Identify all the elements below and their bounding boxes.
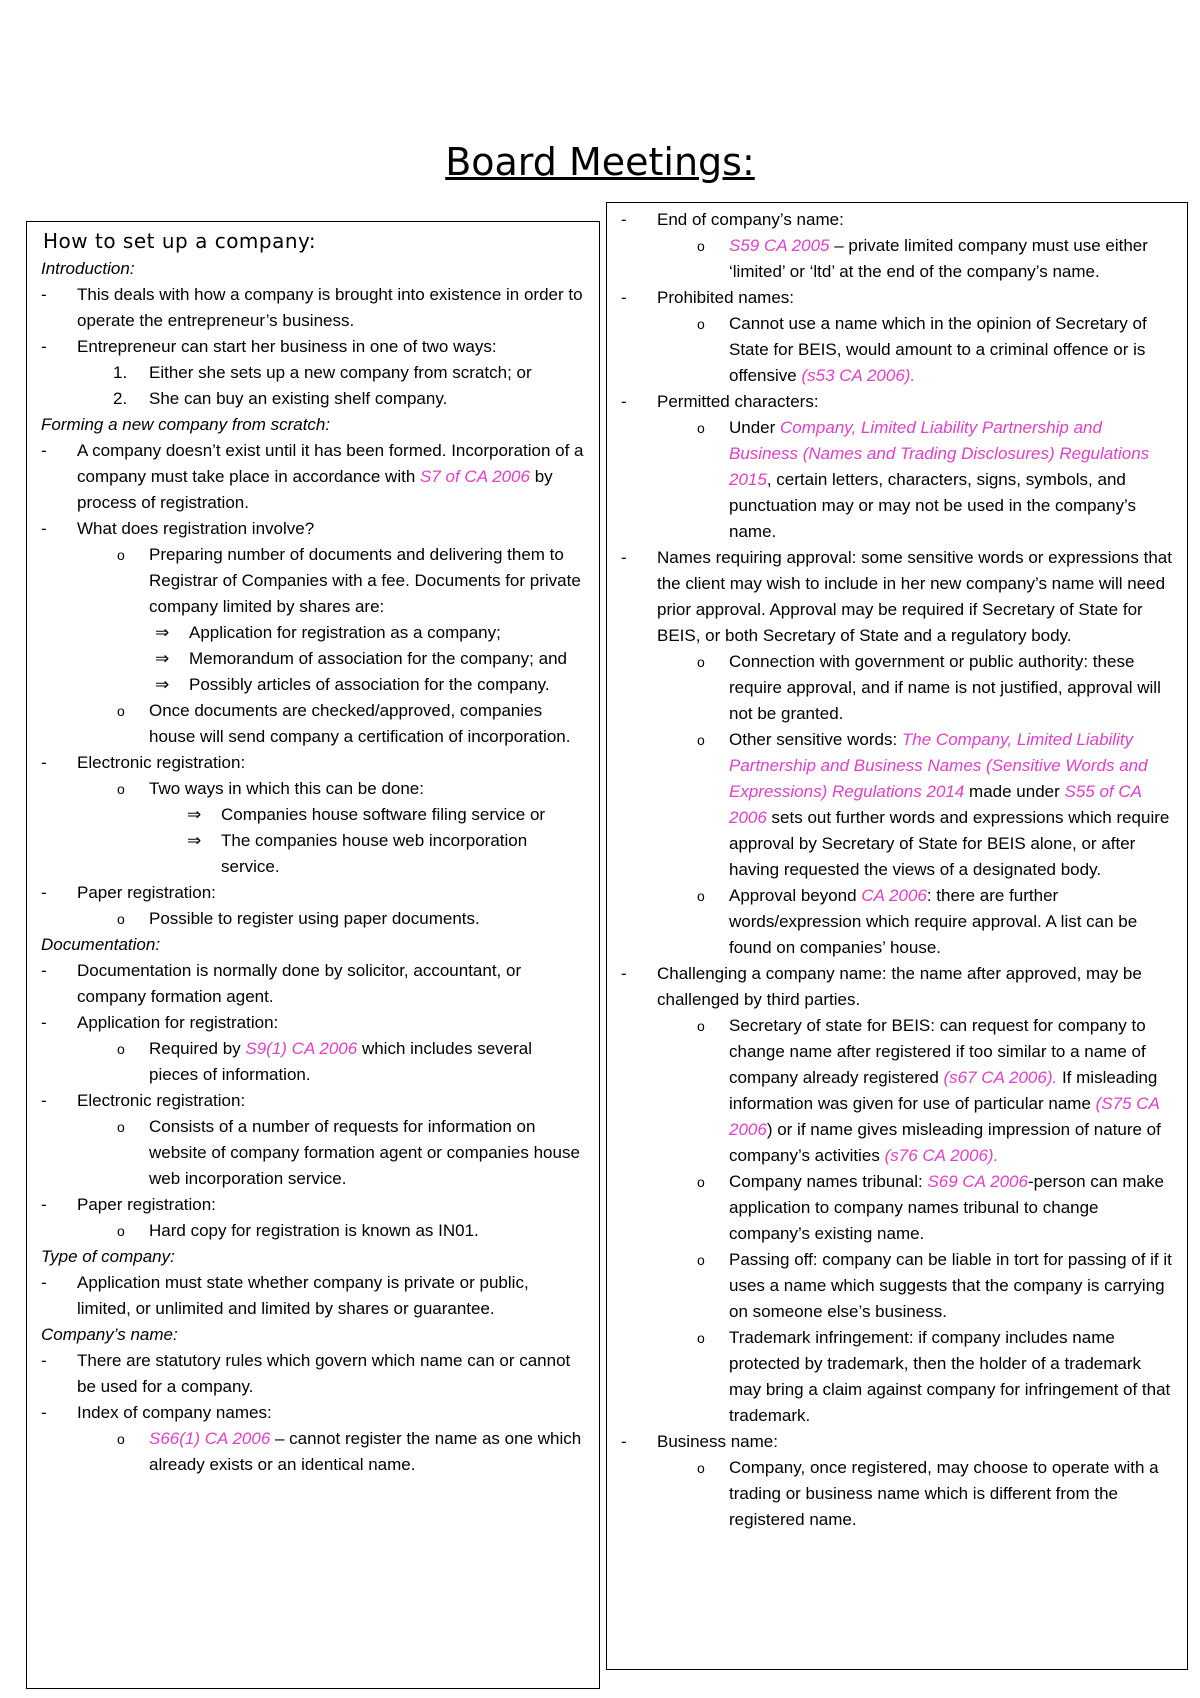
section-heading: How to set up a company: <box>43 229 317 253</box>
sub-list-item: o Possible to register using paper documents. <box>41 906 585 932</box>
dash-bullet: - <box>621 210 627 229</box>
list-item: - This deals with how a company is brought into existence in order to operate the entrepreneur’s business. <box>41 282 585 334</box>
subheading-documentation: Documentation: <box>41 935 161 954</box>
arrow-item: ⇒ Application for registration as a company; <box>41 620 585 646</box>
circle-bullet: o <box>697 1460 705 1476</box>
dash-bullet: - <box>41 285 47 304</box>
circle-bullet: o <box>117 911 125 927</box>
list-item: - Challenging a company name: the name after approved, may be challenged by third parties. <box>611 961 1173 1013</box>
circle-bullet: o <box>697 316 705 332</box>
sub-list-item: o Company names tribunal: S69 CA 2006-person can make application to company names tribunal to change company’s existing name. <box>611 1169 1173 1247</box>
dash-bullet: - <box>41 1403 47 1422</box>
legal-reference: S66(1) CA 2006 <box>149 1429 271 1448</box>
legal-reference: Company, Limited Liability Partnership and Business (Names and Trading Disclosures) Regulations 2015 <box>729 418 1150 489</box>
list-item: - Index of company names: <box>41 1400 585 1426</box>
circle-bullet: o <box>697 1174 705 1190</box>
list-item: - Prohibited names: <box>611 285 1173 311</box>
sub-list-item: o Required by S9(1) CA 2006 which includes several pieces of information. <box>41 1036 585 1088</box>
circle-bullet: o <box>117 1431 125 1447</box>
sub-list-item: o Trademark infringement: if company includes name protected by trademark, then the holder of a trademark may bring a claim against company for infringement of that trademark. <box>611 1325 1173 1429</box>
list-item: - What does registration involve? <box>41 516 585 542</box>
list-item: - There are statutory rules which govern which name can or cannot be used for a company. <box>41 1348 585 1400</box>
circle-bullet: o <box>117 1041 125 1057</box>
arrow-item: ⇒ Possibly articles of association for the company. <box>41 672 585 698</box>
sub-list-item: o Secretary of state for BEIS: can request for company to change name after registered if too similar to a name of company already registered (s67 CA 2006). If misleading information was given for use of particular name (S75 CA 2006) or if name gives misleading impression of nature of company’s activities (s76 CA 2006). <box>611 1013 1173 1169</box>
legal-reference: S59 CA 2005 <box>729 236 830 255</box>
dash-bullet: - <box>41 1273 47 1292</box>
circle-bullet: o <box>697 1018 705 1034</box>
legal-reference: (s53 CA 2006). <box>801 366 916 385</box>
arrow-item: ⇒ Companies house software filing service or <box>41 802 585 828</box>
arrow-icon: ⇒ <box>155 649 170 668</box>
dash-bullet: - <box>41 961 47 980</box>
legal-reference: (s76 CA 2006). <box>884 1146 999 1165</box>
subheading-company-name: Company’s name: <box>41 1325 178 1344</box>
subheading-forming: Forming a new company from scratch: <box>41 415 331 434</box>
list-item: - A company doesn’t exist until it has been formed. Incorporation of a company must take place in accordance with S7 of CA 2006 by process of registration. <box>41 438 585 516</box>
legal-reference: The Company, Limited Liability Partnership and Business Names (Sensitive Words and Expressions) Regulations 2014 <box>729 730 1148 801</box>
list-item: - Documentation is normally done by solicitor, accountant, or company formation agent. <box>41 958 585 1010</box>
circle-bullet: o <box>117 1223 125 1239</box>
sub-list-item: o Other sensitive words: The Company, Limited Liability Partnership and Business Names (Sensitive Words and Expressions) Regulations 2014 made under S55 of CA 2006 sets out further words and expressions which require approval by Secretary of State for BEIS alone, or after having requested the views of a designated body. <box>611 727 1173 883</box>
dash-bullet: - <box>41 1351 47 1370</box>
list-item: - Electronic registration: <box>41 1088 585 1114</box>
sub-list-item: o Cannot use a name which in the opinion of Secretary of State for BEIS, would amount to a criminal offence or is offensive (s53 CA 2006). <box>611 311 1173 389</box>
legal-reference: CA 2006 <box>861 886 927 905</box>
legal-reference: S7 of CA 2006 <box>420 467 530 486</box>
sub-list-item: o S66(1) CA 2006 – cannot register the name as one which already exists or an identical name. <box>41 1426 585 1478</box>
legal-reference: S9(1) CA 2006 <box>245 1039 358 1058</box>
numbered-item: 1. Either she sets up a new company from scratch; or <box>113 363 532 382</box>
sub-list-item: o Connection with government or public authority: these require approval, and if name is not justified, approval will not be granted. <box>611 649 1173 727</box>
circle-bullet: o <box>117 547 125 563</box>
list-item: - Names requiring approval: some sensitive words or expressions that the client may wish to include in her new company’s name will need prior approval. Approval may be required if Secretary of State for BEIS, or both Secretary of State and a regulatory body. <box>611 545 1173 649</box>
dash-bullet: - <box>621 1432 627 1451</box>
list-item: - Entrepreneur can start her business in one of two ways: <box>41 334 585 360</box>
list-item: - Business name: <box>611 1429 1173 1455</box>
dash-bullet: - <box>41 441 47 460</box>
numbered-item: 2. She can buy an existing shelf company. <box>113 389 448 408</box>
dash-bullet: - <box>41 1091 47 1110</box>
circle-bullet: o <box>117 781 125 797</box>
sub-list-item: o Once documents are checked/approved, companies house will send company a certification of incorporation. <box>41 698 585 750</box>
list-item: - Permitted characters: <box>611 389 1173 415</box>
legal-reference: S69 CA 2006 <box>927 1172 1028 1191</box>
left-column-box <box>26 221 600 1689</box>
dash-bullet: - <box>41 1013 47 1032</box>
right-column-box <box>606 202 1188 1670</box>
list-item: - Paper registration: <box>41 1192 585 1218</box>
dash-bullet: - <box>41 337 47 356</box>
list-item: - End of company’s name: <box>611 207 1173 233</box>
sub-list-item: o Consists of a number of requests for information on website of company formation agent or companies house web incorporation service. <box>41 1114 585 1192</box>
dash-bullet: - <box>621 392 627 411</box>
arrow-item: ⇒ Memorandum of association for the company; and <box>41 646 585 672</box>
arrow-icon: ⇒ <box>187 831 202 850</box>
dash-bullet: - <box>41 753 47 772</box>
dash-bullet: - <box>621 964 627 983</box>
sub-list-item: o Company, once registered, may choose to operate with a trading or business name which is different from the registered name. <box>611 1455 1173 1533</box>
dash-bullet: - <box>621 548 627 567</box>
circle-bullet: o <box>117 1119 125 1135</box>
dash-bullet: - <box>41 883 47 902</box>
dash-bullet: - <box>41 519 47 538</box>
list-item: - Application for registration: <box>41 1010 585 1036</box>
circle-bullet: o <box>697 654 705 670</box>
circle-bullet: o <box>117 703 125 719</box>
sub-list-item: o Approval beyond CA 2006: there are further words/expression which require approval. A list can be found on companies’ house. <box>611 883 1173 961</box>
circle-bullet: o <box>697 420 705 436</box>
dash-bullet: - <box>621 288 627 307</box>
circle-bullet: o <box>697 1252 705 1268</box>
arrow-icon: ⇒ <box>155 623 170 642</box>
sub-list-item: o Under Company, Limited Liability Partnership and Business (Names and Trading Disclosures) Regulations 2015, certain letters, characters, signs, symbols, and punctuation may or may not be used in the company’s name. <box>611 415 1173 545</box>
circle-bullet: o <box>697 732 705 748</box>
circle-bullet: o <box>697 888 705 904</box>
list-item: - Paper registration: <box>41 880 585 906</box>
arrow-item: ⇒ The companies house web incorporation service. <box>41 828 585 880</box>
arrow-icon: ⇒ <box>187 805 202 824</box>
dash-bullet: - <box>41 1195 47 1214</box>
circle-bullet: o <box>697 1330 705 1346</box>
list-item: - Electronic registration: <box>41 750 585 776</box>
sub-list-item: o Preparing number of documents and delivering them to Registrar of Companies with a fee. Documents for private company limited by shares are: <box>41 542 585 620</box>
legal-reference: S55 of CA 2006 <box>729 782 1142 827</box>
sub-list-item: o S59 CA 2005 – private limited company must use either ‘limited’ or ‘ltd’ at the end of the company’s name. <box>611 233 1173 285</box>
circle-bullet: o <box>697 238 705 254</box>
list-item: - Application must state whether company is private or public, limited, or unlimited and limited by shares or guarantee. <box>41 1270 585 1322</box>
page-title: Board Meetings: <box>445 140 755 184</box>
subheading-introduction: Introduction: <box>41 259 135 278</box>
subheading-type-of-company: Type of company: <box>41 1247 175 1266</box>
arrow-icon: ⇒ <box>155 675 170 694</box>
legal-reference: (s67 CA 2006). <box>943 1068 1058 1087</box>
legal-reference: (S75 CA 2006 <box>729 1094 1160 1139</box>
sub-list-item: o Two ways in which this can be done: <box>41 776 585 802</box>
sub-list-item: o Hard copy for registration is known as IN01. <box>41 1218 585 1244</box>
sub-list-item: o Passing off: company can be liable in tort for passing of if it uses a name which suggests that the company is carrying on someone else’s business. <box>611 1247 1173 1325</box>
